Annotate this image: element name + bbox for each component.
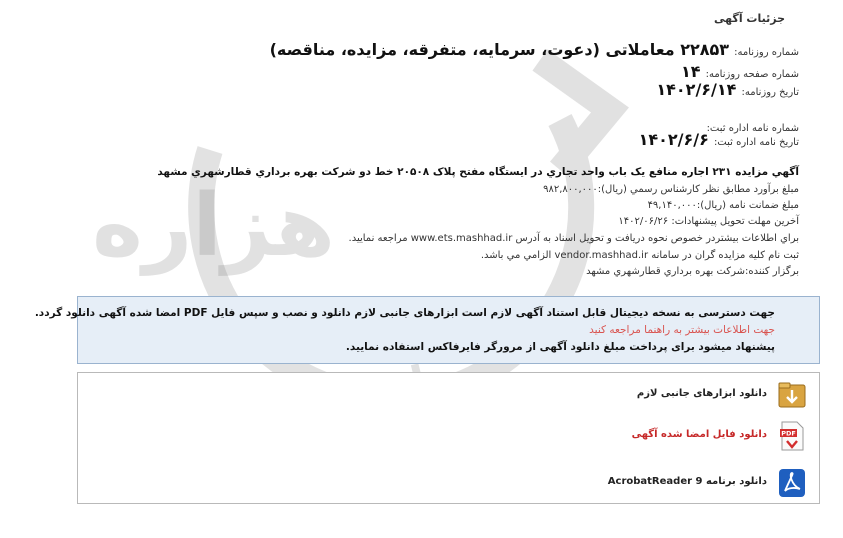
ad-guarantee-amount: مبلغ ضمانت نامه (ريال):۴۹,۱۴۰,۰۰۰ [647, 200, 799, 211]
ad-estimated-amount: مبلغ برآورد مطابق نظر کارشناس رسمي (ريال):۹۸۲,۸۰۰,۰۰۰ [543, 184, 799, 195]
ad-organizer: برگزار کننده:شرکت بهره برداري قطارشهري مشهد [586, 266, 799, 277]
page-title: جزئیات آگهی [714, 12, 785, 25]
gazette-number-row [270, 40, 799, 59]
registry-letter-date-value: ۱۴۰۲/۶/۶ [638, 130, 709, 149]
ad-headline: آگهي مزايده ۲۳۱ اجاره منافع یک باب واحد تجاري در ایستگاه مفتح پلاک ۲۰۵۰۸ خط دو شرکت بهره برداري قطارشهري مشهد [157, 166, 799, 178]
download-tools-label[interactable]: دانلود ابزارهای جانبی لازم [636, 388, 767, 399]
page-number-label: شماره صفحه روزنامه: [705, 69, 799, 80]
page-number-value: ۱۴ [680, 62, 701, 81]
watermark-word: هزاره [92, 176, 335, 276]
download-signed-pdf-label[interactable]: دانلود فایل امضا شده آگهی [631, 429, 767, 440]
notice-browser-text: پیشنهاد میشود برای پرداخت مبلغ دانلود آگهی از مرورگر فایرفاکس استفاده نمایید. [345, 341, 775, 353]
ad-registration-note: ثبت نام کلیه مزایده گران در سامانه vendor.mashhad.ir الزامي مي باشد. [480, 250, 799, 261]
gazette-date-row [656, 80, 799, 99]
registry-letter-date-row [639, 130, 799, 149]
download-acrobat-item[interactable] [79, 467, 819, 499]
download-tools-item[interactable] [79, 379, 819, 411]
registry-letter-number-label: شماره نامه اداره ثبت: [706, 123, 799, 134]
downloads-box [77, 372, 820, 504]
acrobat-icon [777, 467, 807, 499]
ad-info-address: براي اطلاعات بيشتردر خصوص نحوه دريافت و تحويل اسناد به آدرس www.ets.mashhad.ir مراجعه نمايید. [348, 233, 799, 244]
download-signed-pdf-item[interactable] [79, 420, 819, 452]
folder-download-icon [777, 379, 807, 411]
registry-letter-date-label: تاریخ نامه اداره ثبت: [713, 137, 799, 148]
page-number-row [681, 62, 799, 81]
ad-deadline: آخرين مهلت تحويل پيشنهادات: ۱۴۰۲/۰۶/۲۶ [618, 216, 799, 227]
notice-box [34, 296, 820, 364]
notice-help-link[interactable]: جهت اطلاعات بیشتر به راهنما مراجعه کنید [589, 324, 775, 336]
gazette-number-label: شماره روزنامه: [734, 47, 799, 58]
gazette-date-value: ۱۴۰۲/۶/۱۴ [656, 80, 737, 99]
gazette-number-value: ۲۲۸۵۳ معاملاتی (دعوت، سرمایه، متفرقه، مزایده، مناقصه) [269, 40, 730, 59]
gazette-date-label: تاریخ روزنامه: [741, 87, 799, 98]
pdf-file-icon [777, 420, 807, 452]
svg-text:PDF: PDF [781, 429, 796, 438]
notice-access-text: جهت دسترسی به نسخه دیجیتال قابل استناد آگهی لازم است ابزارهای جانبی لازم دانلود و نصب و سپس فایل PDF امضا شده آگهی دانلود گردد. [34, 307, 775, 319]
download-acrobat-label[interactable]: دانلود برنامه AcrobatReader 9 [607, 476, 767, 487]
